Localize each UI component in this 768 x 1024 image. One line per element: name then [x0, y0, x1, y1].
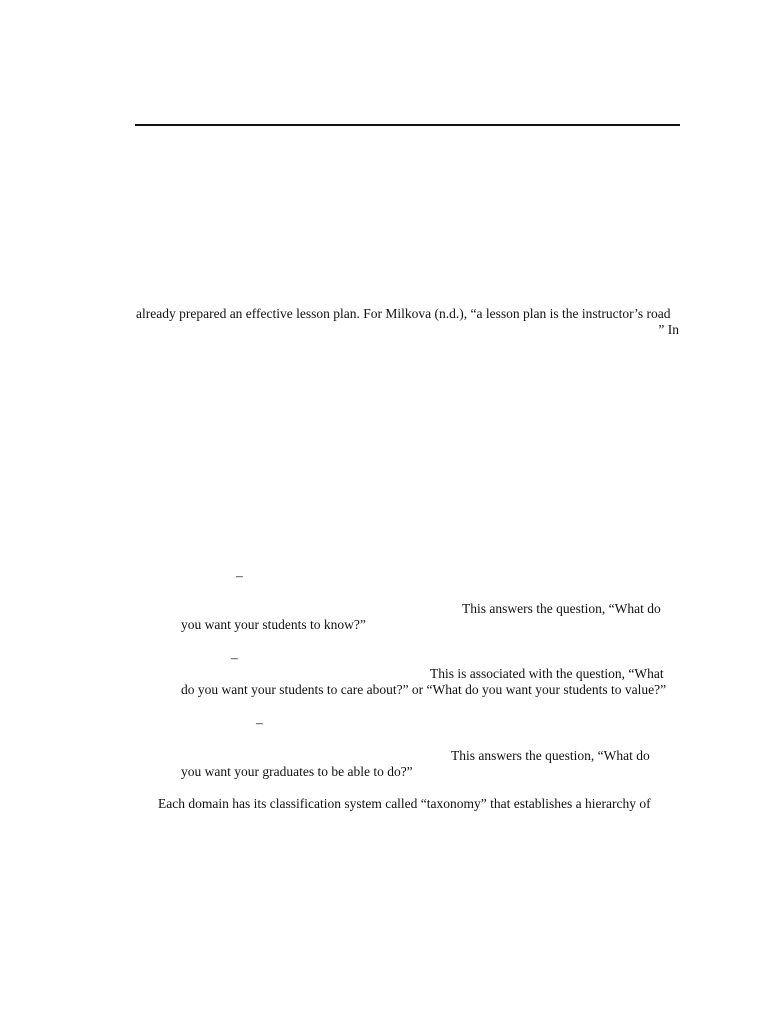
domain-question-3: This answers the question, “What do — [451, 748, 650, 763]
domain-continuation-1: you want your students to know?” — [181, 617, 366, 632]
header-rule — [135, 124, 680, 126]
closing-paragraph-line: Each domain has its classification system called “taxonomy” that establishes a hierarchy of — [158, 796, 651, 811]
domain-continuation-3: you want your graduates to be able to do?” — [181, 764, 413, 779]
domain-continuation-2: do you want your students to care about?” or “What do you want your students to value?” — [181, 682, 667, 697]
domain-question-2: This is associated with the question, “What — [430, 666, 664, 681]
body-text-line-2: ” In — [658, 322, 679, 337]
domain-dash-1: – — [236, 568, 243, 583]
domain-dash-2: – — [231, 650, 238, 665]
domain-question-1: This answers the question, “What do — [462, 601, 661, 616]
domain-dash-3: – — [256, 715, 263, 730]
body-text-line-1: already prepared an effective lesson plan. For Milkova (n.d.), “a lesson plan is the instructor’s road — [136, 306, 671, 321]
